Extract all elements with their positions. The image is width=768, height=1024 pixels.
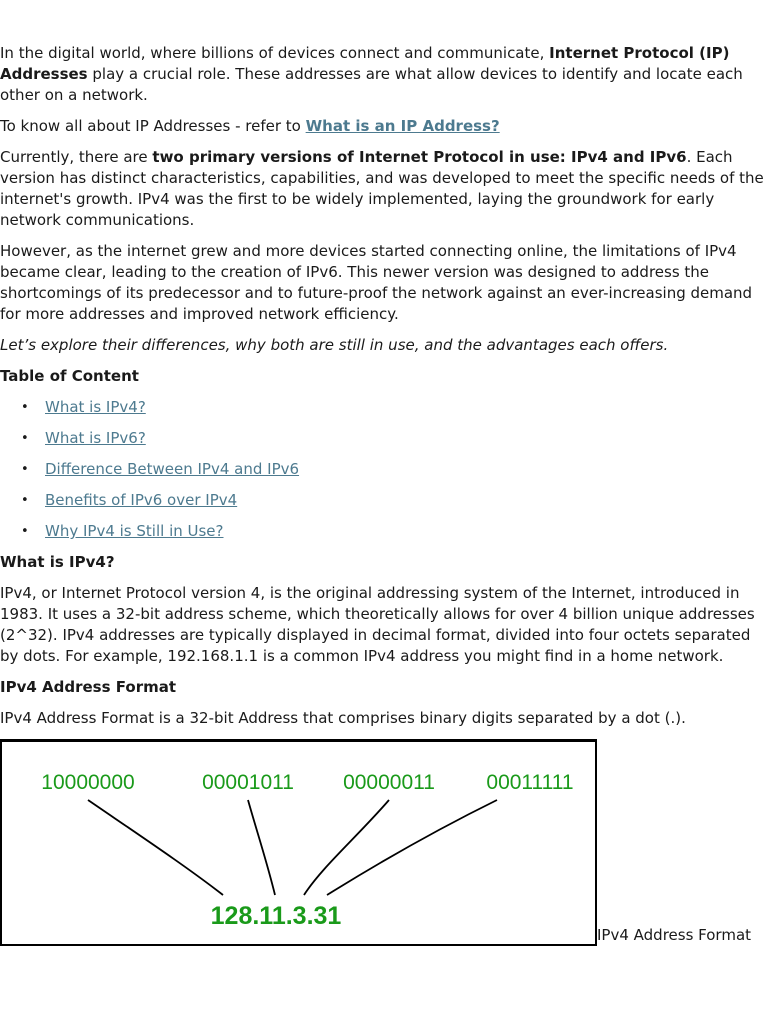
toc-title: Table of Content: [0, 367, 139, 385]
intro-text: In the digital world, where billions of devices connect and communicate,: [0, 44, 550, 62]
ipv4-format-heading: IPv4 Address Format: [0, 678, 177, 696]
octet-2: 00001011: [202, 771, 294, 794]
octet-3: 00000011: [343, 771, 435, 794]
intro-emphasis: Internet Protocol (IP) Addresses: [0, 44, 730, 83]
octet-1: 10000000: [41, 771, 135, 794]
intro-text: Currently, there are: [0, 148, 153, 166]
ipv4-heading: What is IPv4?: [0, 553, 115, 571]
connector-line-4: [327, 800, 497, 895]
intro-text: To know all about IP Addresses - refer to: [0, 117, 306, 135]
ip-address-link[interactable]: What is an IP Address?: [305, 117, 500, 135]
intro-paragraph-1: [0, 43, 768, 106]
toc-item: [45, 428, 768, 449]
intro-paragraph-5: [0, 335, 768, 356]
toc-link-what-is-ipv6[interactable]: What is IPv6?: [45, 429, 146, 447]
intro-paragraph-4: However, as the internet grew and more devices started connecting online, the limitations of IPv4 became clear, leading to the creation of IPv6. This newer version was designed to address the shortcomings of its predecessor and to future-proof the network against an ever-increasing demand for more addresses and improved network efficiency.: [0, 242, 753, 323]
connector-line-1: [88, 800, 223, 895]
intro-text: play a crucial role. These addresses are what allow devices to identify and locate each other on a network.: [0, 65, 743, 104]
intro-text: . Each version has distinct characteristics, capabilities, and was developed to meet the specific needs of the internet's growth. IPv4 was the first to be widely implemented, laying the groundwork for early network communications.: [0, 148, 764, 229]
toc-item: [45, 459, 768, 480]
toc-link-why-ipv4[interactable]: Why IPv4 is Still in Use?: [45, 522, 224, 540]
dotted-decimal-address: 128.11.3.31: [210, 902, 342, 930]
toc-link-difference[interactable]: Difference Between IPv4 and IPv6: [45, 460, 300, 478]
ipv4-format-diagram: [0, 739, 597, 946]
toc-item: [45, 397, 768, 418]
figure-caption: IPv4 Address Format: [597, 926, 752, 944]
table-of-content: [0, 397, 768, 542]
intro-paragraph-2: [0, 116, 768, 137]
ipv4-figure: [0, 739, 768, 946]
connector-line-3: [304, 800, 389, 895]
intro-emphasis: two primary versions of Internet Protocol in use: IPv4 and IPv6: [152, 148, 687, 166]
intro-italic: Let’s explore their differences, why both are still in use, and the advantages each offers.: [0, 336, 669, 354]
toc-link-benefits[interactable]: Benefits of IPv6 over IPv4: [45, 491, 238, 509]
toc-link-what-is-ipv4[interactable]: What is IPv4?: [45, 398, 146, 416]
ipv4-body: IPv4, or Internet Protocol version 4, is the original addressing system of the Internet, introduced in 1983. It uses a 32-bit address scheme, which theoretically allows for over 4 billion unique addresses (2^32). IPv4 addresses are typically displayed in decimal format, divided into four octets separated by dots. For example, 192.168.1.1 is a common IPv4 address you might find in a home network.: [0, 584, 755, 665]
intro-paragraph-3: [0, 147, 768, 231]
connector-line-2: [248, 800, 275, 895]
toc-item: [45, 521, 768, 542]
octet-4: 00011111: [486, 771, 574, 794]
ipv4-format-body: IPv4 Address Format is a 32-bit Address that comprises binary digits separated by a dot (.).: [0, 709, 686, 727]
toc-item: [45, 490, 768, 511]
